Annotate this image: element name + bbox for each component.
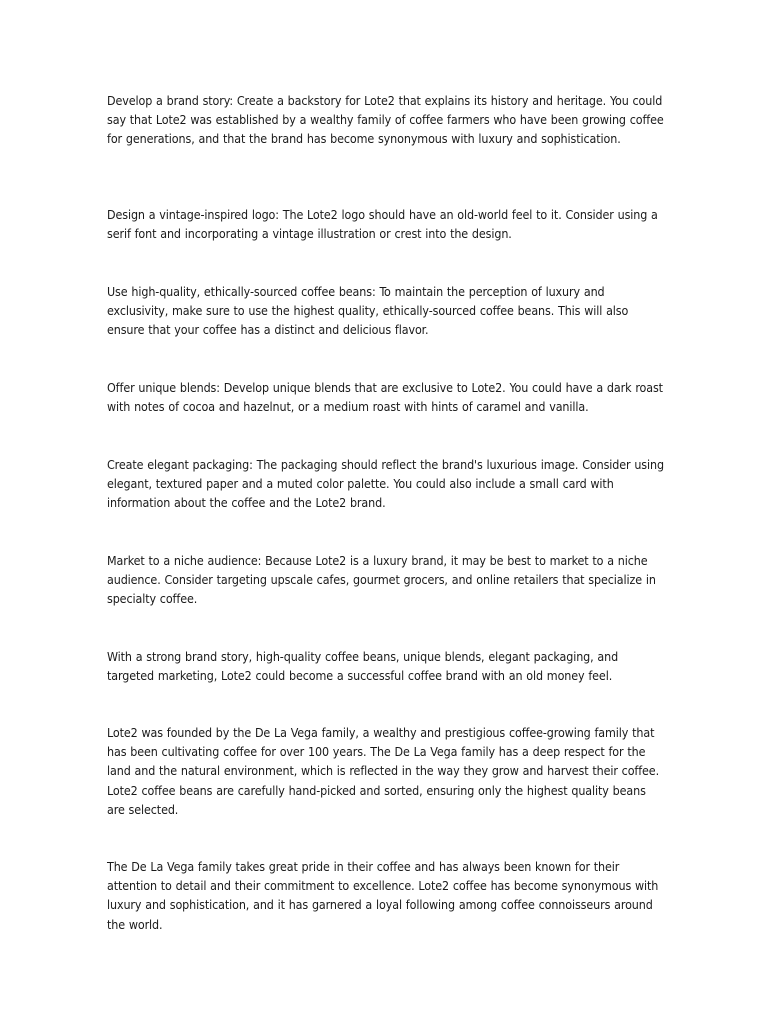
paragraph-founding-history: Lote2 was founded by the De La Vega family, a wealthy and prestigious coffee-growing family that has been cultivating coffee for over 100 years. The De La Vega family has a deep respect for the land and the natural environment, which is reflected in the way they grow and harvest their coffee. Lote2 coffee beans are carefully hand-picked and sorted, ensuring only the highest quality beans are selected. <box>107 725 660 817</box>
paragraph-family-pride: The De La Vega family takes great pride in their coffee and has always been known for their attention to detail and their commitment to excellence. Lote2 coffee has become synonymous with luxury and sophistication, and it has garnered a loyal following among coffee connoisseurs around the world. <box>107 859 659 932</box>
paragraph-brand-story: Develop a brand story: Create a backstory for Lote2 that explains its history and heritage. You could say that Lote2 was established by a wealthy family of coffee farmers who have been growing coffee for generations, and that the brand has become synonymous with luxury and sophistication. <box>107 93 664 147</box>
paragraph-elegant-packaging: Create elegant packaging: The packaging should reflect the brand's luxurious image. Consider using elegant, textured paper and a muted color palette. You could also include a small card with information about the coffee and the Lote2 brand. <box>107 457 664 511</box>
paragraph-vintage-logo: Design a vintage-inspired logo: The Lote2 logo should have an old-world feel to it. Consider using a serif font and incorporating a vintage illustration or crest into the design. <box>107 207 658 242</box>
paragraph-unique-blends: Offer unique blends: Develop unique blends that are exclusive to Lote2. You could have a dark roast with notes of cocoa and hazelnut, or a medium roast with hints of caramel and vanilla. <box>107 380 663 415</box>
paragraph-coffee-beans: Use high-quality, ethically-sourced coffee beans: To maintain the perception of luxury and exclusivity, make sure to use the highest quality, ethically-sourced coffee beans. This will also ensure that your coffee has a distinct and delicious flavor. <box>107 284 629 338</box>
paragraph-summary: With a strong brand story, high-quality coffee beans, unique blends, elegant packaging, and targeted marketing, Lote2 could become a successful coffee brand with an old money feel. <box>107 649 619 684</box>
paragraph-niche-audience: Market to a niche audience: Because Lote2 is a luxury brand, it may be best to market to a niche audience. Consider targeting upscale cafes, gourmet grocers, and online retailers that specialize in specialty coffee. <box>107 553 656 607</box>
